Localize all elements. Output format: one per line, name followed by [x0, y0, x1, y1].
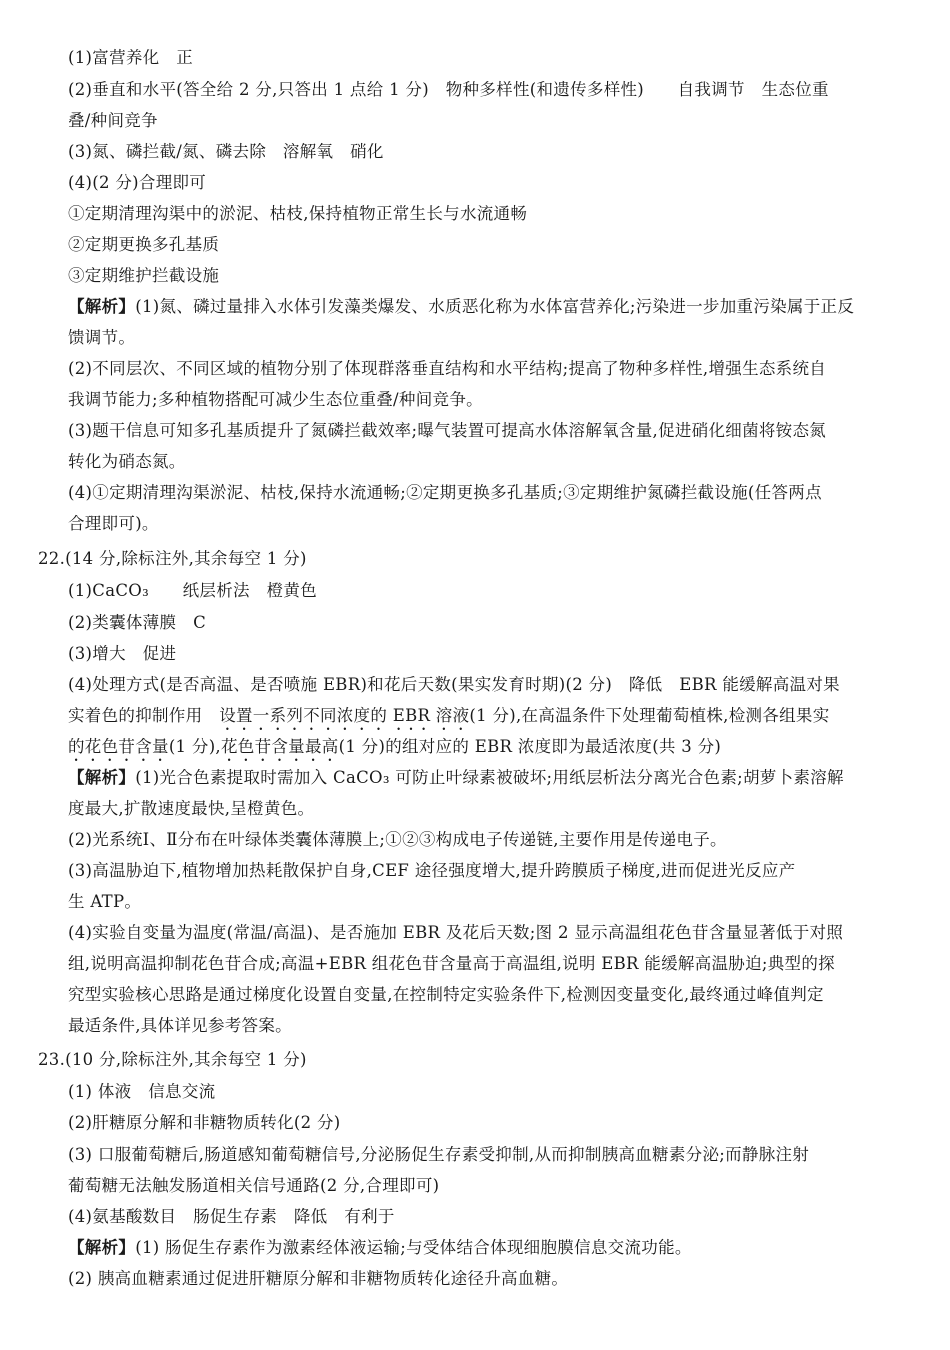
q21-analysis-4-line1: (4)①定期清理沟渠淤泥、枯枝,保持水流通畅;②定期更换多孔基质;③定期维护氮磷拦截设施(任答两点	[68, 483, 822, 502]
q21-analysis-3-line1: (3)题干信息可知多孔基质提升了氮磷拦截效率;曝气装置可提高水体溶解氧含量,促进硝化细菌将铵态氮	[68, 421, 827, 440]
q21-analysis-1-line1	[68, 296, 912, 318]
q22-answer-4-key-point-2: 的花色苷含量	[68, 737, 169, 756]
q23-answer-2: (2)肝糖原分解和非糖物质转化(2 分)	[68, 1113, 341, 1132]
q21-answer-4-item2: ②定期更换多孔基质	[68, 235, 220, 254]
q22-answer-4-key-point-3: 花色苷含量最高	[220, 737, 339, 756]
q23-analysis-1	[68, 1237, 912, 1259]
q23-header: 23.(10 分,除标注外,其余每空 1 分)	[38, 1050, 307, 1069]
q23-answer-4: (4)氨基酸数目 肠促生存素 降低 有利于	[68, 1207, 395, 1226]
q22-answer-4-text-a: 实着色的抑制作用	[68, 706, 220, 725]
q22-analysis-2: (2)光系统Ⅰ、Ⅱ分布在叶绿体类囊体薄膜上;①②③构成电子传递链,主要作用是传递电子。	[68, 830, 727, 849]
q22-answer-2: (2)类囊体薄膜 C	[68, 613, 206, 632]
q23-answer-1: (1) 体液 信息交流	[68, 1082, 216, 1101]
q21-analysis-2-line1: (2)不同层次、不同区域的植物分别了体现群落垂直结构和水平结构;提高了物种多样性,增强生态系统自	[68, 359, 827, 378]
q22-answer-4-text-d: (1 分)的组对应的 EBR 浓度即为最适浓度(共 3 分)	[338, 737, 722, 756]
q22-answer-4-text-b: (1 分),在高温条件下处理葡萄植株,检测各组果实	[469, 706, 830, 725]
q23-analysis-2: (2) 胰高血糖素通过促进肝糖原分解和非糖物质转化途径升高血糖。	[68, 1269, 569, 1288]
analysis-tag: 【解析】	[68, 1238, 136, 1257]
analysis-tag: 【解析】	[68, 768, 136, 787]
q22-answer-4-text-c: (1 分),	[168, 737, 221, 756]
q21-analysis-3-line2: 转化为硝态氮。	[68, 452, 186, 471]
q22-analysis-4-line1: (4)实验自变量为温度(常温/高温)、是否施加 EBR 及花后天数;图 2 显示高温组花色苷含量显著低于对照	[68, 923, 844, 942]
q21-analysis-1-text: (1)氮、磷过量排入水体引发藻类爆发、水质恶化称为水体富营养化;污染进一步加重污染属于正反	[135, 297, 855, 316]
q22-answer-4-key-point-1: 设置一系列不同浓度的 EBR 溶液	[219, 706, 470, 725]
q21-answer-2-line2: 叠/种间竞争	[68, 111, 158, 130]
q22-analysis-4-line4: 最适条件,具体详见参考答案。	[68, 1016, 292, 1035]
q22-analysis-1-line1	[68, 767, 912, 789]
q22-analysis-1-text: (1)光合色素提取时需加入 CaCO₃ 可防止叶绿素被破坏;用纸层析法分离光合色素;胡萝卜素溶解	[135, 768, 844, 787]
q22-header: 22.(14 分,除标注外,其余每空 1 分)	[38, 549, 307, 568]
q22-analysis-1-line2: 度最大,扩散速度最快,呈橙黄色。	[68, 799, 315, 818]
q21-answer-4-item3: ③定期维护拦截设施	[68, 266, 220, 285]
q22-analysis-3-line2: 生 ATP。	[68, 892, 142, 911]
q23-analysis-1-text: (1) 肠促生存素作为激素经体液运输;与受体结合体现细胞膜信息交流功能。	[135, 1238, 692, 1257]
q21-answer-3: (3)氮、磷拦截/氮、磷去除 溶解氧 硝化	[68, 142, 384, 161]
q22-answer-4-line3	[68, 736, 912, 765]
q22-analysis-4-line2: 组,说明高温抑制花色苷合成;高温+EBR 组花色苷含量高于高温组,说明 EBR 能缓解高温胁迫;典型的探	[68, 954, 835, 973]
q21-answer-1: (1)富营养化 正	[68, 48, 194, 67]
q22-answer-4-line1: (4)处理方式(是否高温、是否喷施 EBR)和花后天数(果实发育时期)(2 分) 降低 EBR 能缓解高温对果	[68, 675, 840, 694]
q21-answer-4: (4)(2 分)合理即可	[68, 173, 207, 192]
q21-analysis-4-line2: 合理即可)。	[68, 514, 159, 533]
q23-answer-3-line1: (3) 口服葡萄糖后,肠道感知葡萄糖信号,分泌肠促生存素受抑制,从而抑制胰高血糖素分泌;而静脉注射	[68, 1145, 810, 1164]
q23-answer-3-line2: 葡萄糖无法触发肠道相关信号通路(2 分,合理即可)	[68, 1176, 440, 1195]
q21-analysis-1-line2: 馈调节。	[68, 328, 136, 347]
q22-answer-4-line2	[68, 705, 912, 734]
q22-analysis-4-line3: 究型实验核心思路是通过梯度化设置自变量,在控制特定实验条件下,检测因变量变化,最终通过峰值判定	[68, 985, 824, 1004]
q22-answer-1: (1)CaCO₃ 纸层析法 橙黄色	[68, 581, 318, 600]
q22-answer-3: (3)增大 促进	[68, 644, 177, 663]
analysis-tag: 【解析】	[68, 297, 136, 316]
q21-analysis-2-line2: 我调节能力;多种植物搭配可减少生态位重叠/种间竞争。	[68, 390, 483, 409]
q22-analysis-3-line1: (3)高温胁迫下,植物增加热耗散保护自身,CEF 途径强度增大,提升跨膜质子梯度,进而促进光反应产	[68, 861, 796, 880]
q21-answer-4-item1: ①定期清理沟渠中的淤泥、枯枝,保持植物正常生长与水流通畅	[68, 204, 528, 223]
q21-answer-2-line1: (2)垂直和水平(答全给 2 分,只答出 1 点给 1 分) 物种多样性(和遗传多样性) 自我调节 生态位重	[68, 80, 829, 99]
